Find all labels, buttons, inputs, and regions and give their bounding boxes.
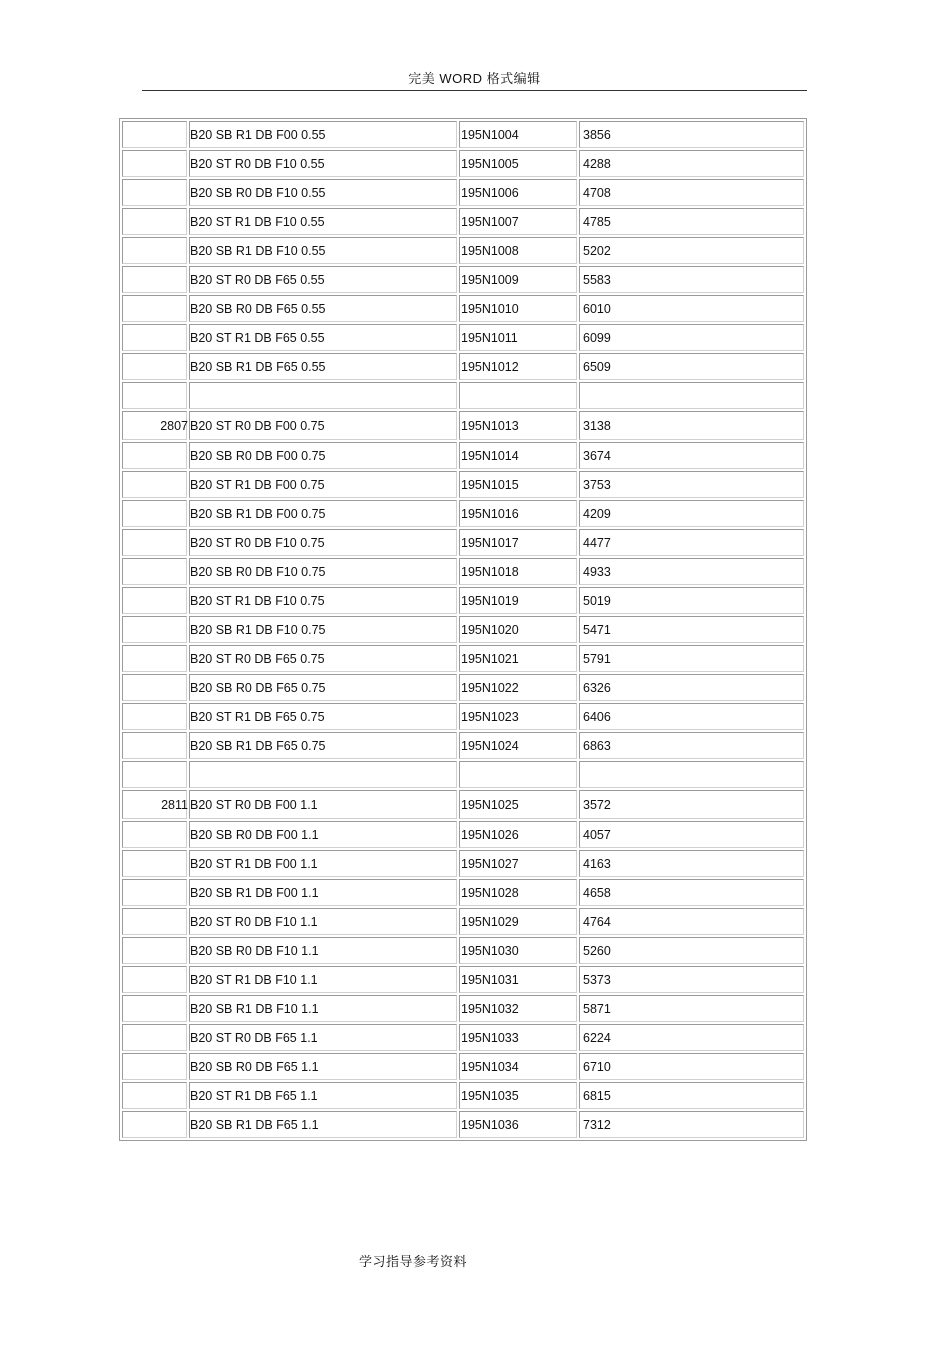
price-text: 6326: [583, 680, 611, 695]
table-row: [122, 324, 804, 351]
part-number-text: 195N1016: [461, 506, 519, 521]
row-code-text: 2807: [160, 418, 188, 433]
price-cell: [579, 324, 804, 351]
row-code-cell: [122, 850, 187, 877]
part-number-cell: [459, 732, 577, 759]
part-number-text: 195N1029: [461, 914, 519, 929]
product-description-text: B20 ST R1 DB F10 0.75: [190, 593, 325, 608]
table-row: [122, 295, 804, 322]
row-code-cell: [122, 529, 187, 556]
price-text: 5791: [583, 651, 611, 666]
table-row: [122, 471, 804, 498]
price-cell: [579, 674, 804, 701]
product-description-text: B20 ST R0 DB F10 0.55: [190, 156, 325, 171]
part-number-text: 195N1027: [461, 856, 519, 871]
price-text: 3856: [583, 127, 611, 142]
price-cell: [579, 150, 804, 177]
price-cell: [579, 703, 804, 730]
product-description-cell: [189, 121, 457, 148]
part-number-text: 195N1034: [461, 1059, 519, 1074]
row-code-cell: [122, 382, 187, 409]
row-code-cell: [122, 790, 187, 819]
price-cell: [579, 1024, 804, 1051]
part-number-text: 195N1022: [461, 680, 519, 695]
table-row: [122, 1053, 804, 1080]
row-code-cell: [122, 411, 187, 440]
product-description-text: B20 SB R0 DB F10 1.1: [190, 943, 319, 958]
part-number-cell: [459, 1082, 577, 1109]
price-text: 4209: [583, 506, 611, 521]
product-description-text: B20 SB R0 DB F10 0.55: [190, 185, 326, 200]
price-text: 4288: [583, 156, 611, 171]
product-description-text: B20 ST R1 DB F00 1.1: [190, 856, 318, 871]
table-row: [122, 266, 804, 293]
row-code-cell: [122, 353, 187, 380]
part-number-text: 195N1028: [461, 885, 519, 900]
table-row: [122, 529, 804, 556]
product-description-cell: [189, 821, 457, 848]
row-code-cell: [122, 442, 187, 469]
price-text: 6815: [583, 1088, 611, 1103]
row-code-cell: [122, 150, 187, 177]
row-code-cell: [122, 732, 187, 759]
table-row: [122, 761, 804, 788]
product-description-text: B20 SB R1 DB F65 0.55: [190, 359, 326, 374]
product-description-cell: [189, 995, 457, 1022]
part-number-text: 195N1024: [461, 738, 519, 753]
row-code-cell: [122, 1111, 187, 1138]
row-code-cell: [122, 937, 187, 964]
price-text: 4163: [583, 856, 611, 871]
part-number-text: 195N1031: [461, 972, 519, 987]
product-description-cell: [189, 150, 457, 177]
product-description-cell: [189, 1111, 457, 1138]
table-row: [122, 821, 804, 848]
product-description-text: B20 ST R0 DB F10 0.75: [190, 535, 325, 550]
price-table: [120, 119, 806, 1140]
part-number-cell: [459, 995, 577, 1022]
part-number-text: 195N1006: [461, 185, 519, 200]
table-row: [122, 1024, 804, 1051]
part-number-cell: [459, 179, 577, 206]
price-text: 5019: [583, 593, 611, 608]
product-description-cell: [189, 790, 457, 819]
row-code-cell: [122, 324, 187, 351]
row-code-cell: [122, 558, 187, 585]
product-description-cell: [189, 732, 457, 759]
product-description-cell: [189, 179, 457, 206]
row-code-cell: [122, 645, 187, 672]
product-description-text: B20 ST R1 DB F10 1.1: [190, 972, 318, 987]
row-code-cell: [122, 966, 187, 993]
part-number-cell: [459, 1111, 577, 1138]
part-number-cell: [459, 121, 577, 148]
part-number-cell: [459, 442, 577, 469]
part-number-cell: [459, 850, 577, 877]
product-description-text: B20 ST R0 DB F00 1.1: [190, 797, 318, 812]
row-code-cell: [122, 1024, 187, 1051]
price-cell: [579, 1111, 804, 1138]
table-row: [122, 937, 804, 964]
product-description-cell: [189, 587, 457, 614]
price-text: 4658: [583, 885, 611, 900]
price-text: 6509: [583, 359, 611, 374]
price-text: 4057: [583, 827, 611, 842]
table-row: [122, 674, 804, 701]
table-row: [122, 500, 804, 527]
part-number-cell: [459, 908, 577, 935]
row-code-cell: [122, 500, 187, 527]
price-cell: [579, 442, 804, 469]
row-code-cell: [122, 179, 187, 206]
price-text: 4764: [583, 914, 611, 929]
product-description-cell: [189, 411, 457, 440]
part-number-cell: [459, 616, 577, 643]
table-row: [122, 179, 804, 206]
table-row: [122, 558, 804, 585]
row-code-cell: [122, 703, 187, 730]
price-cell: [579, 382, 804, 409]
table-row: [122, 879, 804, 906]
part-number-cell: [459, 295, 577, 322]
part-number-cell: [459, 266, 577, 293]
price-text: 5260: [583, 943, 611, 958]
product-description-cell: [189, 1082, 457, 1109]
part-number-cell: [459, 790, 577, 819]
price-cell: [579, 645, 804, 672]
part-number-text: 195N1023: [461, 709, 519, 724]
product-description-cell: [189, 1053, 457, 1080]
product-description-text: B20 ST R1 DB F00 0.75: [190, 477, 325, 492]
price-cell: [579, 121, 804, 148]
product-description-text: B20 SB R1 DB F00 1.1: [190, 885, 319, 900]
part-number-text: 195N1015: [461, 477, 519, 492]
product-description-text: B20 ST R1 DB F65 0.55: [190, 330, 325, 345]
price-text: 5583: [583, 272, 611, 287]
price-text: 6710: [583, 1059, 611, 1074]
part-number-text: 195N1019: [461, 593, 519, 608]
price-cell: [579, 411, 804, 440]
price-text: 4785: [583, 214, 611, 229]
product-description-cell: [189, 966, 457, 993]
part-number-cell: [459, 703, 577, 730]
product-description-text: B20 ST R0 DB F65 0.55: [190, 272, 325, 287]
table-row: [122, 616, 804, 643]
part-number-text: 195N1009: [461, 272, 519, 287]
product-description-cell: [189, 937, 457, 964]
row-code-cell: [122, 121, 187, 148]
part-number-cell: [459, 353, 577, 380]
page-header: 完美 WORD 格式编辑: [408, 71, 541, 86]
price-text: 4477: [583, 535, 611, 550]
price-cell: [579, 471, 804, 498]
price-table-body: [122, 121, 804, 1138]
product-description-text: B20 ST R1 DB F10 0.55: [190, 214, 325, 229]
table-row: [122, 237, 804, 264]
row-code-cell: [122, 879, 187, 906]
row-code-cell: [122, 908, 187, 935]
product-description-cell: [189, 295, 457, 322]
part-number-cell: [459, 761, 577, 788]
price-cell: [579, 1082, 804, 1109]
product-description-text: B20 SB R0 DB F65 0.55: [190, 301, 326, 316]
price-cell: [579, 558, 804, 585]
price-text: 3674: [583, 448, 611, 463]
price-cell: [579, 500, 804, 527]
price-text: 5871: [583, 1001, 611, 1016]
product-description-cell: [189, 382, 457, 409]
part-number-text: 195N1036: [461, 1117, 519, 1132]
product-description-text: B20 SB R1 DB F10 1.1: [190, 1001, 319, 1016]
price-text: 6863: [583, 738, 611, 753]
part-number-text: 195N1014: [461, 448, 519, 463]
part-number-cell: [459, 821, 577, 848]
price-text: 3138: [583, 418, 611, 433]
part-number-cell: [459, 645, 577, 672]
product-description-cell: [189, 674, 457, 701]
page-footer: 学习指导参考资料: [359, 1254, 468, 1269]
row-code-cell: [122, 674, 187, 701]
part-number-text: 195N1007: [461, 214, 519, 229]
part-number-cell: [459, 411, 577, 440]
part-number-text: 195N1020: [461, 622, 519, 637]
price-cell: [579, 937, 804, 964]
price-cell: [579, 208, 804, 235]
price-cell: [579, 908, 804, 935]
table-row: [122, 382, 804, 409]
table-row: [122, 208, 804, 235]
product-description-cell: [189, 353, 457, 380]
row-code-cell: [122, 995, 187, 1022]
product-description-cell: [189, 558, 457, 585]
row-code-cell: [122, 1053, 187, 1080]
table-row: [122, 908, 804, 935]
product-description-cell: [189, 529, 457, 556]
product-description-cell: [189, 471, 457, 498]
table-row: [122, 1082, 804, 1109]
product-description-text: B20 SB R0 DB F65 0.75: [190, 680, 326, 695]
product-description-cell: [189, 645, 457, 672]
table-row: [122, 587, 804, 614]
price-cell: [579, 879, 804, 906]
row-code-cell: [122, 237, 187, 264]
price-cell: [579, 237, 804, 264]
row-code-cell: [122, 587, 187, 614]
part-number-text: 195N1032: [461, 1001, 519, 1016]
row-code-text: 2811: [161, 797, 188, 812]
product-description-text: B20 SB R1 DB F10 0.75: [190, 622, 326, 637]
product-description-cell: [189, 442, 457, 469]
product-description-text: B20 SB R1 DB F65 1.1: [190, 1117, 319, 1132]
product-description-cell: [189, 500, 457, 527]
product-description-text: B20 SB R0 DB F10 0.75: [190, 564, 326, 579]
row-code-cell: [122, 471, 187, 498]
part-number-text: 195N1017: [461, 535, 519, 550]
price-cell: [579, 995, 804, 1022]
product-description-cell: [189, 616, 457, 643]
part-number-text: 195N1030: [461, 943, 519, 958]
product-description-text: B20 ST R0 DB F00 0.75: [190, 418, 325, 433]
price-text: 5471: [583, 622, 611, 637]
price-text: 6406: [583, 709, 611, 724]
part-number-text: 195N1026: [461, 827, 519, 842]
price-text: 3572: [583, 797, 611, 812]
part-number-text: 195N1011: [461, 330, 518, 345]
product-description-text: B20 ST R0 DB F65 0.75: [190, 651, 325, 666]
table-row: [122, 790, 804, 819]
product-description-cell: [189, 1024, 457, 1051]
product-description-text: B20 ST R0 DB F65 1.1: [190, 1030, 318, 1045]
part-number-cell: [459, 324, 577, 351]
part-number-cell: [459, 471, 577, 498]
part-number-text: 195N1018: [461, 564, 519, 579]
price-cell: [579, 587, 804, 614]
product-description-cell: [189, 850, 457, 877]
table-row: [122, 121, 804, 148]
part-number-text: 195N1025: [461, 797, 519, 812]
part-number-cell: [459, 558, 577, 585]
table-row: [122, 150, 804, 177]
part-number-cell: [459, 587, 577, 614]
price-cell: [579, 529, 804, 556]
price-cell: [579, 295, 804, 322]
price-cell: [579, 790, 804, 819]
price-text: 6010: [583, 301, 611, 316]
product-description-text: B20 SB R0 DB F00 1.1: [190, 827, 319, 842]
row-code-cell: [122, 295, 187, 322]
product-description-cell: [189, 908, 457, 935]
price-cell: [579, 1053, 804, 1080]
product-description-text: B20 ST R1 DB F65 1.1: [190, 1088, 318, 1103]
price-text: 7312: [583, 1117, 611, 1132]
row-code-cell: [122, 1082, 187, 1109]
price-cell: [579, 616, 804, 643]
row-code-cell: [122, 821, 187, 848]
part-number-text: 195N1008: [461, 243, 519, 258]
product-description-cell: [189, 761, 457, 788]
table-row: [122, 995, 804, 1022]
part-number-cell: [459, 500, 577, 527]
part-number-text: 195N1035: [461, 1088, 519, 1103]
table-row: [122, 850, 804, 877]
row-code-cell: [122, 208, 187, 235]
price-text: 3753: [583, 477, 611, 492]
part-number-cell: [459, 1053, 577, 1080]
product-description-text: B20 SB R0 DB F00 0.75: [190, 448, 326, 463]
part-number-cell: [459, 382, 577, 409]
part-number-text: 195N1010: [461, 301, 519, 316]
table-row: [122, 1111, 804, 1138]
part-number-text: 195N1004: [461, 127, 519, 142]
part-number-text: 195N1005: [461, 156, 519, 171]
price-cell: [579, 821, 804, 848]
table-row: [122, 732, 804, 759]
price-text: 4708: [583, 185, 611, 200]
price-text: 5202: [583, 243, 611, 258]
product-description-text: B20 SB R1 DB F65 0.75: [190, 738, 326, 753]
part-number-cell: [459, 966, 577, 993]
price-text: 6099: [583, 330, 611, 345]
product-description-cell: [189, 237, 457, 264]
price-cell: [579, 966, 804, 993]
table-row: [122, 442, 804, 469]
product-description-text: B20 ST R1 DB F65 0.75: [190, 709, 325, 724]
part-number-cell: [459, 674, 577, 701]
price-table-container: [119, 118, 807, 1141]
product-description-text: B20 SB R1 DB F10 0.55: [190, 243, 326, 258]
part-number-text: 195N1013: [461, 418, 519, 433]
price-cell: [579, 179, 804, 206]
price-text: 4933: [583, 564, 611, 579]
price-cell: [579, 850, 804, 877]
product-description-text: B20 SB R0 DB F65 1.1: [190, 1059, 319, 1074]
product-description-text: B20 SB R1 DB F00 0.55: [190, 127, 326, 142]
table-row: [122, 703, 804, 730]
price-cell: [579, 266, 804, 293]
part-number-cell: [459, 150, 577, 177]
part-number-text: 195N1033: [461, 1030, 519, 1045]
price-cell: [579, 353, 804, 380]
product-description-text: B20 ST R0 DB F10 1.1: [190, 914, 318, 929]
price-cell: [579, 732, 804, 759]
part-number-cell: [459, 237, 577, 264]
part-number-cell: [459, 1024, 577, 1051]
table-row: [122, 411, 804, 440]
product-description-cell: [189, 703, 457, 730]
header-divider: [142, 90, 807, 91]
table-row: [122, 966, 804, 993]
row-code-cell: [122, 761, 187, 788]
product-description-cell: [189, 266, 457, 293]
table-row: [122, 645, 804, 672]
product-description-cell: [189, 324, 457, 351]
price-cell: [579, 761, 804, 788]
part-number-cell: [459, 529, 577, 556]
row-code-cell: [122, 616, 187, 643]
part-number-text: 195N1021: [461, 651, 519, 666]
product-description-cell: [189, 879, 457, 906]
part-number-cell: [459, 937, 577, 964]
table-row: [122, 353, 804, 380]
price-text: 5373: [583, 972, 611, 987]
price-text: 6224: [583, 1030, 611, 1045]
part-number-cell: [459, 879, 577, 906]
part-number-text: 195N1012: [461, 359, 519, 374]
product-description-cell: [189, 208, 457, 235]
part-number-cell: [459, 208, 577, 235]
product-description-text: B20 SB R1 DB F00 0.75: [190, 506, 326, 521]
row-code-cell: [122, 266, 187, 293]
